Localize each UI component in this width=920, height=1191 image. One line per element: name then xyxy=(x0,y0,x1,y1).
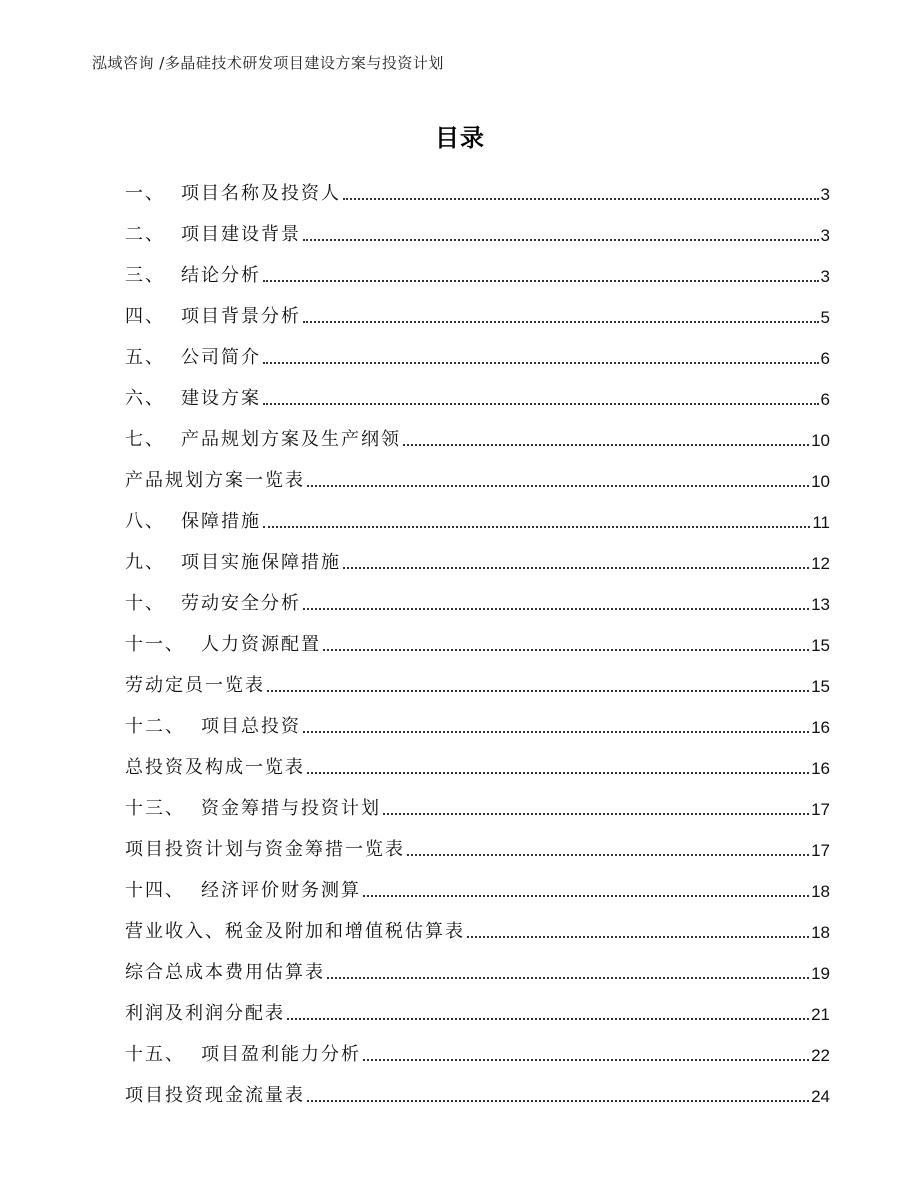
table-of-contents xyxy=(125,168,830,1111)
toc-entry-page-number: 10 xyxy=(811,431,830,450)
toc-entry[interactable] xyxy=(125,537,830,578)
toc-entry[interactable] xyxy=(125,168,830,209)
toc-entry-number: 十三、 xyxy=(125,798,185,819)
toc-entry-page-number: 12 xyxy=(811,554,830,573)
toc-entry-label: 营业收入、税金及附加和增值税估算表 xyxy=(125,921,465,942)
toc-entry-label: 劳动定员一览表 xyxy=(125,675,265,696)
toc-dot-leader xyxy=(383,813,809,815)
toc-entry-page-number: 17 xyxy=(811,800,830,819)
toc-entry[interactable] xyxy=(125,988,830,1029)
toc-entry[interactable] xyxy=(125,824,830,865)
toc-entry[interactable] xyxy=(125,496,830,537)
toc-entry-page-number: 16 xyxy=(811,759,830,778)
toc-entry-label: 项目实施保障措施 xyxy=(181,552,341,573)
toc-entry[interactable] xyxy=(125,701,830,742)
toc-entry-page-number: 5 xyxy=(820,308,830,327)
toc-dot-leader xyxy=(263,403,819,405)
toc-dot-leader xyxy=(267,690,809,692)
toc-entry[interactable] xyxy=(125,660,830,701)
toc-entry[interactable] xyxy=(125,455,830,496)
toc-entry[interactable] xyxy=(125,619,830,660)
toc-entry-number: 八、 xyxy=(125,511,165,532)
toc-entry[interactable] xyxy=(125,947,830,988)
toc-entry-label: 项目投资计划与资金筹措一览表 xyxy=(125,839,405,860)
toc-dot-leader xyxy=(363,895,809,897)
toc-entry[interactable] xyxy=(125,373,830,414)
toc-entry-label: 产品规划方案及生产纲领 xyxy=(181,429,401,450)
toc-entry-label: 项目背景分析 xyxy=(181,306,301,327)
toc-entry[interactable] xyxy=(125,291,830,332)
toc-entry[interactable] xyxy=(125,250,830,291)
toc-entry-label: 产品规划方案一览表 xyxy=(125,470,305,491)
toc-entry-page-number: 10 xyxy=(811,472,830,491)
toc-entry-label: 综合总成本费用估算表 xyxy=(125,962,325,983)
toc-entry[interactable] xyxy=(125,578,830,619)
toc-dot-leader xyxy=(307,485,809,487)
toc-entry-number: 十二、 xyxy=(125,716,185,737)
toc-entry-number: 三、 xyxy=(125,265,165,286)
toc-entry[interactable] xyxy=(125,865,830,906)
toc-entry-label: 保障措施 xyxy=(181,511,261,532)
toc-entry[interactable] xyxy=(125,1070,830,1111)
toc-entry-page-number: 3 xyxy=(820,267,830,286)
toc-entry-label: 劳动安全分析 xyxy=(181,593,301,614)
toc-entry-label: 结论分析 xyxy=(181,265,261,286)
toc-entry-label: 项目名称及投资人 xyxy=(181,183,341,204)
running-header: 泓域咨询 /多晶硅技术研发项目建设方案与投资计划 xyxy=(92,54,444,72)
toc-entry-number: 十一、 xyxy=(125,634,185,655)
toc-entry-number: 四、 xyxy=(125,306,165,327)
toc-entry-page-number: 19 xyxy=(811,964,830,983)
toc-entry-number: 十、 xyxy=(125,593,165,614)
toc-entry[interactable] xyxy=(125,209,830,250)
toc-dot-leader xyxy=(303,239,819,241)
toc-entry-number: 五、 xyxy=(125,347,165,368)
toc-dot-leader xyxy=(403,444,809,446)
toc-entry-page-number: 3 xyxy=(820,226,830,245)
toc-dot-leader xyxy=(307,772,809,774)
toc-entry-number: 二、 xyxy=(125,224,165,245)
toc-entry-label: 项目总投资 xyxy=(201,716,301,737)
toc-entry-page-number: 3 xyxy=(820,185,830,204)
toc-entry[interactable] xyxy=(125,742,830,783)
toc-dot-leader xyxy=(343,198,819,200)
toc-entry-number: 七、 xyxy=(125,429,165,450)
toc-entry-number: 十五、 xyxy=(125,1044,185,1065)
toc-entry-label: 项目盈利能力分析 xyxy=(201,1044,361,1065)
toc-entry-label: 利润及利润分配表 xyxy=(125,1003,285,1024)
toc-entry-label: 人力资源配置 xyxy=(201,634,321,655)
toc-dot-leader xyxy=(287,1018,809,1020)
toc-entry-label: 资金筹措与投资计划 xyxy=(201,798,381,819)
toc-entry-page-number: 24 xyxy=(811,1087,830,1106)
toc-entry-label: 总投资及构成一览表 xyxy=(125,757,305,778)
toc-entry-page-number: 22 xyxy=(811,1046,830,1065)
toc-entry[interactable] xyxy=(125,783,830,824)
toc-entry-page-number: 13 xyxy=(811,595,830,614)
toc-dot-leader xyxy=(327,977,809,979)
toc-dot-leader xyxy=(263,280,819,282)
toc-entry-page-number: 18 xyxy=(811,923,830,942)
toc-dot-leader xyxy=(467,936,809,938)
toc-entry[interactable] xyxy=(125,1029,830,1070)
toc-entry-label: 公司简介 xyxy=(181,347,261,368)
toc-entry-page-number: 6 xyxy=(820,349,830,368)
toc-dot-leader xyxy=(363,1059,809,1061)
toc-dot-leader xyxy=(407,854,809,856)
toc-entry-number: 九、 xyxy=(125,552,165,573)
toc-entry-page-number: 11 xyxy=(812,513,830,532)
toc-dot-leader xyxy=(343,567,809,569)
toc-entry[interactable] xyxy=(125,906,830,947)
toc-entry-page-number: 16 xyxy=(811,718,830,737)
toc-dot-leader xyxy=(263,526,810,528)
toc-entry-page-number: 17 xyxy=(811,841,830,860)
toc-dot-leader xyxy=(263,362,819,364)
toc-entry-page-number: 15 xyxy=(811,636,830,655)
toc-dot-leader xyxy=(303,731,809,733)
toc-entry-page-number: 15 xyxy=(811,677,830,696)
toc-entry-label: 经济评价财务测算 xyxy=(201,880,361,901)
toc-dot-leader xyxy=(303,321,819,323)
toc-dot-leader xyxy=(303,608,809,610)
toc-entry-number: 十四、 xyxy=(125,880,185,901)
toc-entry-page-number: 21 xyxy=(811,1005,830,1024)
toc-entry-number: 六、 xyxy=(125,388,165,409)
toc-entry-label: 项目投资现金流量表 xyxy=(125,1085,305,1106)
toc-dot-leader xyxy=(323,649,809,651)
page-title: 目录 xyxy=(435,124,485,152)
toc-entry[interactable] xyxy=(125,414,830,455)
toc-entry-number: 一、 xyxy=(125,183,165,204)
toc-entry-page-number: 18 xyxy=(811,882,830,901)
toc-dot-leader xyxy=(307,1100,809,1102)
toc-entry-page-number: 6 xyxy=(820,390,830,409)
toc-entry-label: 项目建设背景 xyxy=(181,224,301,245)
toc-entry[interactable] xyxy=(125,332,830,373)
toc-entry-label: 建设方案 xyxy=(181,388,261,409)
